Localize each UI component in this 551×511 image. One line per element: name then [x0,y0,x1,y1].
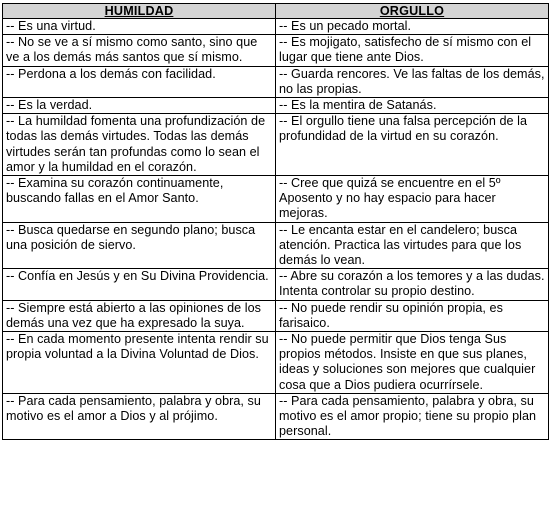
humildad-cell: -- Siempre está abierto a las opiniones de los demás una vez que ha expresado la suya. [3,300,276,331]
orgullo-cell: -- No puede permitir que Dios tenga Sus propios métodos. Insiste en que sus planes, ideas y soluciones son mejores que cualquier cosa que a Dios pudiera ocurrírsele. [276,332,549,394]
orgullo-cell: -- Es un pecado mortal. [276,19,549,35]
humildad-cell: -- Confía en Jesús y en Su Divina Providencia. [3,269,276,300]
table-row [3,222,549,269]
comparison-table [2,3,549,440]
orgullo-cell: -- Le encanta estar en el candelero; busca atención. Practica las virtudes para que los demás lo vean. [276,222,549,269]
header-orgullo: ORGULLO [276,4,549,19]
orgullo-cell: -- Abre su corazón a los temores y a las dudas. Intenta controlar su propio destino. [276,269,549,300]
table-row [3,393,549,440]
orgullo-cell: -- El orgullo tiene una falsa percepción de la profundidad de la virtud en su corazón. [276,114,549,176]
table-row [3,269,549,300]
table-row [3,98,549,114]
humildad-cell: -- Es una virtud. [3,19,276,35]
orgullo-cell: -- Es mojigato, satisfecho de sí mismo con el lugar que tiene ante Dios. [276,35,549,66]
header-row [3,4,549,19]
humildad-cell: -- Examina su corazón continuamente, buscando fallas en el Amor Santo. [3,176,276,223]
table-row [3,19,549,35]
table-row [3,300,549,331]
humildad-cell: -- No se ve a sí mismo como santo, sino que ve a los demás más santos que sí mismo. [3,35,276,66]
orgullo-cell: -- No puede rendir su opinión propia, es farisaico. [276,300,549,331]
table-row [3,114,549,176]
table-row [3,66,549,97]
humildad-cell: -- Es la verdad. [3,98,276,114]
header-humildad: HUMILDAD [3,4,276,19]
humildad-cell: -- Busca quedarse en segundo plano; busca una posición de siervo. [3,222,276,269]
humildad-cell: -- En cada momento presente intenta rendir su propia voluntad a la Divina Voluntad de Dios. [3,332,276,394]
orgullo-cell: -- Guarda rencores. Ve las faltas de los demás, no las propias. [276,66,549,97]
humildad-cell: -- La humildad fomenta una profundización de todas las demás virtudes. Todas las demás virtudes serán tan profundas como lo sean el amor y la humildad en el corazón. [3,114,276,176]
humildad-cell: -- Perdona a los demás con facilidad. [3,66,276,97]
table-row [3,332,549,394]
orgullo-cell: -- Para cada pensamiento, palabra y obra, su motivo es el amor propio; tiene su propio plan personal. [276,393,549,440]
orgullo-cell: -- Es la mentira de Satanás. [276,98,549,114]
table-row [3,35,549,66]
humildad-cell: -- Para cada pensamiento, palabra y obra, su motivo es el amor a Dios y al prójimo. [3,393,276,440]
orgullo-cell: -- Cree que quizá se encuentre en el 5º Aposento y no hay espacio para hacer mejoras. [276,176,549,223]
table-row [3,176,549,223]
